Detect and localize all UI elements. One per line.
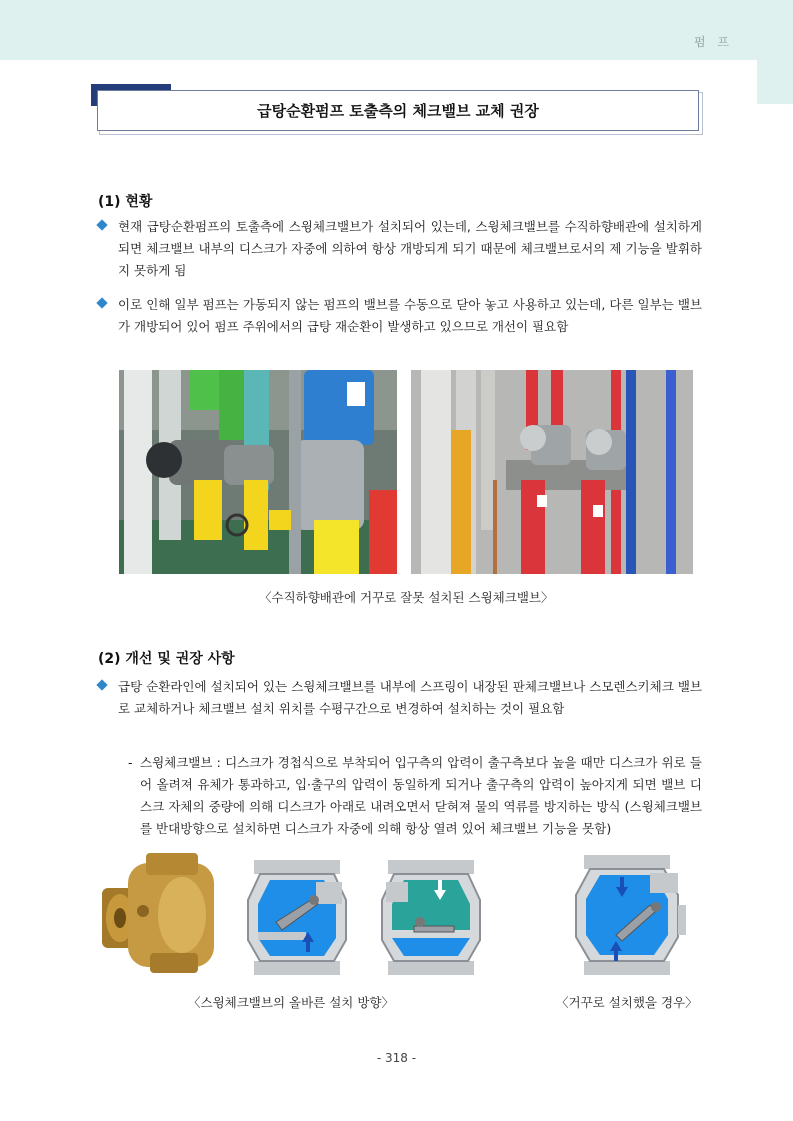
photo-pump-room-left	[119, 370, 397, 574]
diamond-bullet-icon	[96, 679, 107, 690]
section1-heading: (1) 현황	[98, 194, 153, 210]
swing-check-diagram-reversed	[566, 855, 696, 975]
diamond-bullet-icon	[96, 297, 107, 308]
title-box	[93, 86, 699, 131]
section2-bullet-1: 급탕 순환라인에 설치되어 있는 스윙체크밸브를 내부에 스프링이 내장된 판체크밸브나 스모렌스키체크 밸브로 교체하거나 체크밸브 설치 위치를 수평구간으로 변경하여 설치하는 것이 필요함	[98, 676, 702, 720]
side-tab	[757, 60, 793, 104]
page-number: - 318 -	[376, 1051, 417, 1065]
section1-bullet-2: 이로 인해 일부 펌프는 가동되지 않는 펌프의 밸브를 수동으로 닫아 놓고 사용하고 있는데, 다른 일부는 밸브가 개방되어 있어 펌프 주위에서의 급탕 재순환이 발생하고 있으므로 개선이 필요함	[98, 294, 702, 338]
swing-check-diagram-closed	[370, 860, 492, 975]
page-title: 급탕순환펌프 토출측의 체크밸브 교체 권장	[97, 90, 699, 131]
section1-bullet-1: 현재 급탕순환펌프의 토출측에 스윙체크밸브가 설치되어 있는데, 스윙체크밸브를 수직하향배관에 설치하게 되면 체크밸브 내부의 디스크가 자중에 의하여 항상 개방되게 되기 때문에 체크밸브로서의 제 기능을 발휘하지 못하게 됨	[98, 216, 702, 282]
caption-reversed-install: 〈거꾸로 설치했을 경우〉	[556, 995, 698, 1010]
photo-pump-room-right	[411, 370, 693, 574]
chapter-label: 펌 프	[694, 35, 733, 49]
diamond-bullet-icon	[96, 219, 107, 230]
swing-check-diagram-open	[236, 860, 358, 975]
header-band	[0, 0, 793, 60]
swing-check-description: - 스윙체크밸브 : 디스크가 경첩식으로 부착되어 입구측의 압력이 출구측보다 높을 때만 디스크가 위로 들어 올려져 유체가 통과하고, 입·출구의 압력이 동일하게 되거나 출구측의 압력이 높아지게 되면 밸브 디스크 자체의 중량에 의해 디스크가 아래로 내려오면서 닫혀져 물의 역류를 방지하는 방식 (스윙체크밸브를 반대방향으로 설치하면 디스크가 자중에 의해 항상 열려 있어 체크밸브 기능을 못함)	[128, 752, 702, 840]
section2-heading: (2) 개선 및 권장 사항	[98, 651, 235, 667]
photo-caption: 〈수직하향배관에 거꾸로 잘못 설치된 스윙체크밸브〉	[259, 590, 554, 605]
brass-valve-photo	[98, 853, 220, 975]
caption-correct-direction: 〈스윙체크밸브의 올바른 설치 방향〉	[188, 995, 394, 1010]
dash-marker: -	[128, 755, 133, 770]
